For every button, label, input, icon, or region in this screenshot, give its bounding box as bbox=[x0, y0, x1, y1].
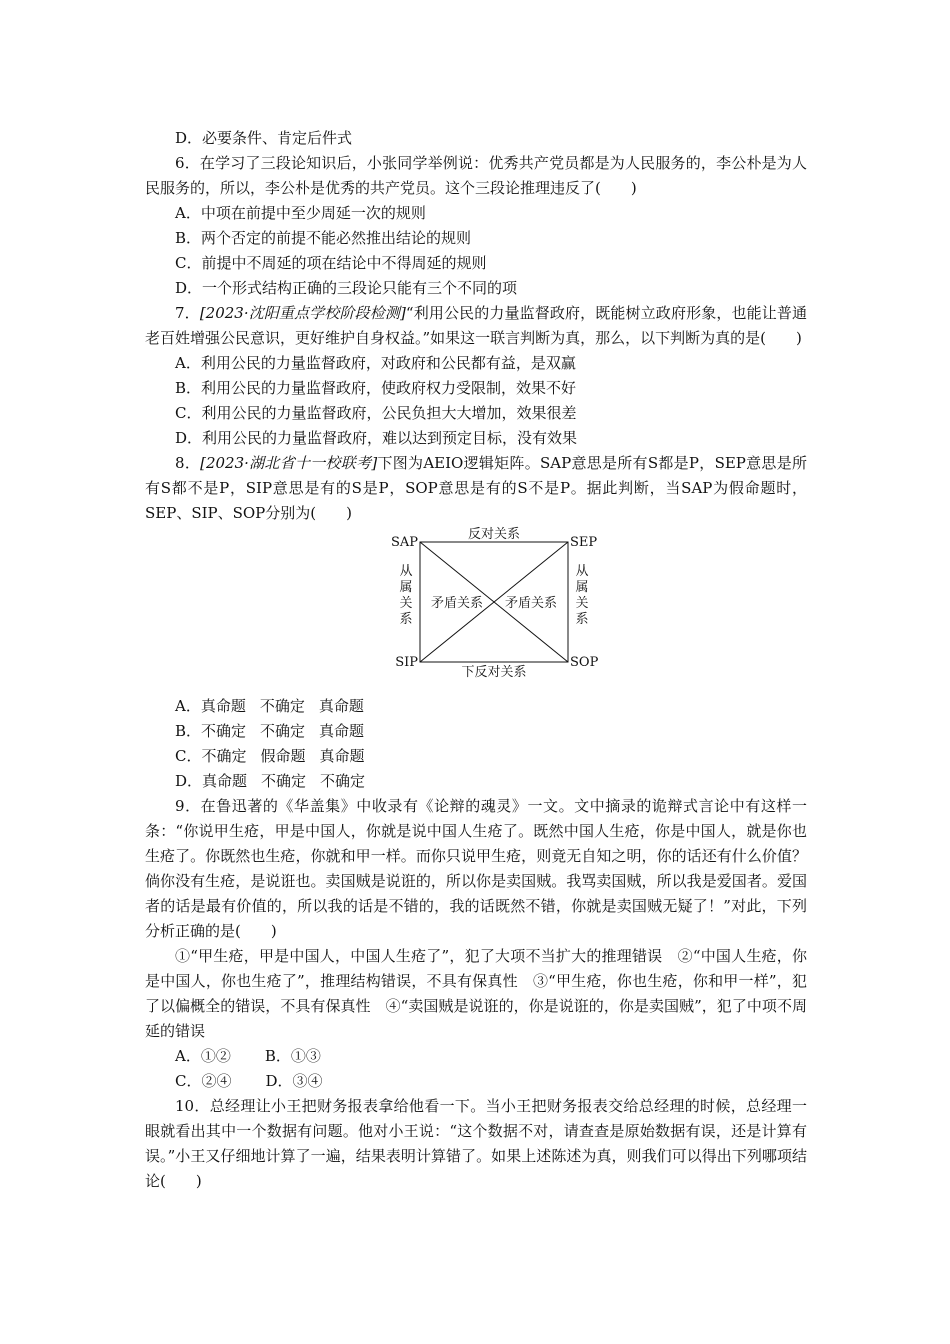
label-subaltern-left-4: 系 bbox=[399, 612, 413, 627]
q9-statements: ①“甲生疮，甲是中国人，中国人生疮了”，犯了大项不当扩大的推理错误 ②“中国人生疮，你是中国人，你也生疮了”，推理结构错误，不具有保真性 ③“甲生疮，你也生疮，你和甲一样”，犯了以偏概全的错误，不具有保真性 ④“卖国贼是说诳的，你是说诳的，你是卖国贼”，犯了中项不周延的错误 bbox=[145, 947, 807, 1040]
q9-option-c: C．②④ bbox=[175, 1072, 232, 1090]
q9-options-row-1 bbox=[145, 1044, 807, 1069]
q6-option-d: D．一个形式结构正确的三段论只能有三个不同的项 bbox=[175, 279, 518, 297]
q8-a-sip: 不确定 bbox=[259, 697, 305, 715]
q8-c-sip: 假命题 bbox=[260, 747, 306, 765]
q8-stem bbox=[145, 451, 807, 526]
q8-text: 下图为AEIO逻辑矩阵。SAP意思是所有S都是P，SEP意思是所有S都不是P，SIP意思是有的S是P，SOP意思是有的S不是P。据此判断，当SAP为假命题时，SEP、SIP、SOP分别为( ) bbox=[145, 454, 807, 522]
q5-option-d: D．必要条件、肯定后件式 bbox=[175, 129, 353, 147]
label-contradictory-right: 矛盾关系 bbox=[504, 596, 558, 611]
q10-stem: 10．总经理让小王把财务报表拿给他看一下。当小王把财务报表交给总经理的时候，总经理一眼就看出其中一个数据有问题。他对小王说：“这个数据不对，请查查是原始数据有误，还是计算有误。”小王又仔细地计算了一遍，结果表明计算错了。如果上述陈述为真，则我们可以得出下列哪项结论( ) bbox=[145, 1097, 807, 1190]
q9-option-b: B．①③ bbox=[264, 1047, 321, 1065]
q8-d-sep: D．真命题 bbox=[175, 772, 248, 790]
q8-number: 8． bbox=[175, 454, 201, 472]
q8-a-sep: A．真命题 bbox=[175, 697, 246, 715]
q7-text: “利用公民的力量监督政府，既能树立政府形象，也能让普通老百姓增强公民意识，更好维护自身权益。”如果这一联言判断为真，那么，以下判断为真的是( ) bbox=[145, 304, 807, 347]
aeio-logic-matrix bbox=[145, 527, 807, 684]
q6-stem: 6．在学习了三段论知识后，小张同学举例说：优秀共产党员都是为人民服务的，李公朴是为人民服务的，所以，李公朴是优秀的共产党员。这个三段论推理违反了( ) bbox=[145, 154, 807, 197]
q8-d-sip: 不确定 bbox=[261, 772, 307, 790]
corner-sip: SIP bbox=[395, 655, 418, 670]
q8-a-sop: 真命题 bbox=[318, 697, 364, 715]
q8-c-sep: C．不确定 bbox=[175, 747, 247, 765]
label-subaltern-left-3: 关 bbox=[399, 596, 413, 611]
corner-sap: SAP bbox=[390, 535, 418, 550]
q9-stem: 9．在鲁迅著的《华盖集》中收录有《论辩的魂灵》一文。文中摘录的诡辩式言论中有这样一条：“你说甲生疮，甲是中国人，你就是说中国人生疮了。既然中国人生疮，你是中国人，就是你也生疮了。你既然也生疮，你就和甲一样。而你只说甲生疮，则竟无自知之明，你的话还有什么价值？倘你没有生疮，是说诳也。卖国贼是说诳的，所以你是卖国贼。我骂卖国贼，所以我是爱国者。爱国者的话是最有价值的，所以我的话是不错的，我的话既然不错，你就是卖国贼无疑了！”对此，下列分析正确的是( ) bbox=[145, 797, 807, 940]
label-subaltern-left-1: 从 bbox=[399, 564, 413, 579]
q6-option-a: A．中项在前提中至少周延一次的规则 bbox=[175, 204, 426, 222]
q7-option-a: A．利用公民的力量监督政府，对政府和公民都有益，是双赢 bbox=[175, 354, 576, 372]
q7-option-c: C．利用公民的力量监督政府，公民负担大大增加，效果很差 bbox=[175, 404, 577, 422]
q8-b-sip: 不确定 bbox=[260, 722, 306, 740]
q6-option-c: C．前提中不周延的项在结论中不得周延的规则 bbox=[175, 254, 487, 272]
q7-option-b: B．利用公民的力量监督政府，使政府权力受限制，效果不好 bbox=[175, 379, 577, 397]
q8-c-sop: 真命题 bbox=[319, 747, 365, 765]
q8-source: [2023·湖北省十一校联考] bbox=[200, 454, 378, 472]
q9-option-d: D．③④ bbox=[265, 1072, 323, 1090]
q7-number: 7． bbox=[175, 304, 200, 322]
label-subaltern-right-3: 关 bbox=[575, 596, 589, 611]
q8-option-b bbox=[145, 719, 807, 744]
q8-d-sop: 不确定 bbox=[320, 772, 366, 790]
document-page bbox=[145, 126, 807, 1194]
q7-stem bbox=[145, 301, 807, 351]
q7-option-d: D．利用公民的力量监督政府，难以达到预定目标，没有效果 bbox=[175, 429, 578, 447]
label-subaltern-right-4: 系 bbox=[575, 612, 589, 627]
q8-option-d bbox=[145, 769, 807, 794]
label-subaltern-right-1: 从 bbox=[575, 564, 589, 579]
corner-sep: SEP bbox=[570, 535, 598, 550]
label-subaltern-right-2: 属 bbox=[575, 580, 589, 595]
label-contrary: 反对关系 bbox=[467, 527, 521, 542]
aeio-diagram-svg bbox=[390, 527, 600, 682]
corner-sop: SOP bbox=[570, 655, 599, 670]
label-subcontrary: 下反对关系 bbox=[461, 665, 527, 680]
q6-option-b: B．两个否定的前提不能必然推出结论的规则 bbox=[175, 229, 472, 247]
q8-option-a bbox=[145, 694, 807, 719]
q7-source: [2023·沈阳重点学校阶段检测] bbox=[199, 304, 406, 322]
q8-option-c bbox=[145, 744, 807, 769]
label-subaltern-left-2: 属 bbox=[399, 580, 413, 595]
q9-options-row-2 bbox=[145, 1069, 807, 1094]
q8-b-sep: B．不确定 bbox=[175, 722, 247, 740]
label-contradictory-left: 矛盾关系 bbox=[430, 596, 484, 611]
q9-option-a: A．①② bbox=[175, 1047, 231, 1065]
q8-b-sop: 真命题 bbox=[319, 722, 365, 740]
